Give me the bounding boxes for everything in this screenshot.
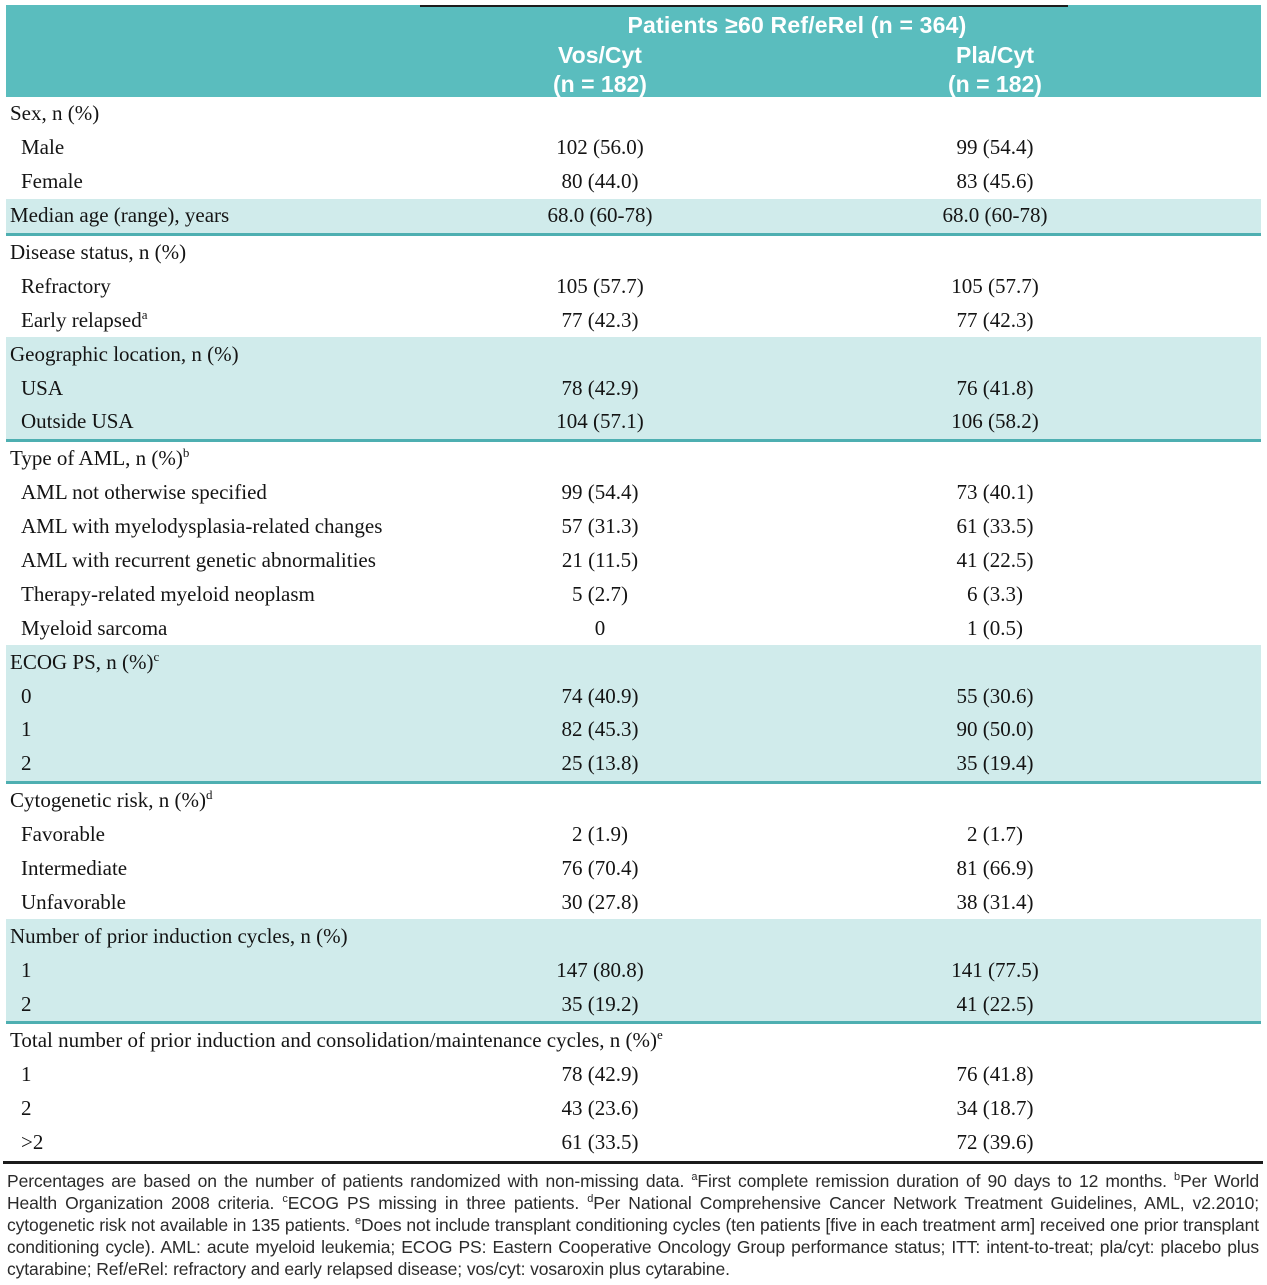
row-label: Male bbox=[21, 135, 65, 160]
footnote-marker: d bbox=[205, 787, 213, 803]
value-pla-cyt: 55 (30.6) bbox=[956, 683, 1034, 708]
value-vos-cyt: 74 (40.9) bbox=[561, 683, 639, 708]
row-label: Myeloid sarcoma bbox=[21, 615, 168, 640]
row-label: 0 bbox=[21, 683, 32, 708]
table-section-highlighted bbox=[6, 919, 1261, 1024]
row-label: >2 bbox=[21, 1130, 44, 1155]
data-row bbox=[6, 131, 1261, 165]
row-label: 2 bbox=[21, 751, 32, 776]
data-row bbox=[6, 1092, 1261, 1126]
value-pla-cyt: 72 (39.6) bbox=[956, 1130, 1034, 1155]
data-row bbox=[6, 544, 1261, 578]
row-label: ECOG PS, n (%)$^c$ bbox=[10, 648, 160, 674]
footnote-marker: a bbox=[141, 306, 148, 322]
value-vos-cyt: 35 (19.2) bbox=[561, 991, 639, 1016]
data-row bbox=[6, 371, 1261, 405]
row-label: Type of AML, n (%)$^b$ bbox=[10, 445, 190, 471]
column-header-vos-cyt-label: Vos/Cyt bbox=[558, 42, 642, 68]
footnote-marker: c bbox=[153, 648, 160, 664]
data-row bbox=[6, 987, 1261, 1021]
footnote-marker: a bbox=[691, 1170, 698, 1183]
value-vos-cyt: 82 (45.3) bbox=[561, 717, 639, 742]
footnote-separator-line bbox=[3, 1161, 1263, 1164]
data-row bbox=[6, 1058, 1261, 1092]
value-pla-cyt: 83 (45.6) bbox=[956, 169, 1034, 194]
footnote-marker: d bbox=[587, 1192, 594, 1205]
section-header-row bbox=[6, 199, 1261, 233]
row-label: Sex, n (%) bbox=[10, 101, 100, 126]
row-label: Favorable bbox=[21, 822, 105, 847]
value-pla-cyt: 68.0 (60-78) bbox=[942, 203, 1048, 228]
value-pla-cyt: 105 (57.7) bbox=[951, 273, 1039, 298]
data-row bbox=[6, 510, 1261, 544]
data-row bbox=[6, 165, 1261, 199]
data-row bbox=[6, 852, 1261, 886]
data-row bbox=[6, 577, 1261, 611]
column-header-vos-cyt-n: (n = 182) bbox=[553, 71, 647, 97]
footnote-text: ECOG PS missing in three patients. bbox=[287, 1192, 588, 1213]
value-vos-cyt: 0 bbox=[594, 615, 606, 640]
value-vos-cyt: 147 (80.8) bbox=[556, 957, 644, 982]
value-vos-cyt: 105 (57.7) bbox=[556, 273, 644, 298]
row-label: Median age (range), years bbox=[10, 203, 230, 228]
row-label: 1 bbox=[21, 717, 32, 742]
value-vos-cyt: 77 (42.3) bbox=[561, 307, 639, 332]
section-header-row bbox=[6, 1024, 1261, 1058]
data-row bbox=[6, 269, 1261, 303]
header-column-row bbox=[6, 41, 1261, 99]
value-pla-cyt: 2 (1.7) bbox=[967, 822, 1023, 847]
header-group-title: Patients ≥60 Ref/eRel (n = 364) bbox=[627, 12, 967, 38]
value-vos-cyt: 5 (2.7) bbox=[572, 581, 628, 606]
footnote-marker: e bbox=[354, 1214, 362, 1227]
section-header-row bbox=[6, 337, 1261, 371]
table-body bbox=[6, 97, 1261, 1160]
table-section-highlighted bbox=[6, 199, 1261, 236]
section-header-row bbox=[6, 645, 1261, 679]
value-pla-cyt: 41 (22.5) bbox=[956, 548, 1034, 573]
value-pla-cyt: 76 (41.8) bbox=[956, 1062, 1034, 1087]
value-vos-cyt: 104 (57.1) bbox=[556, 409, 644, 434]
column-header-pla-cyt-n: (n = 182) bbox=[948, 71, 1042, 97]
footnote-text: Per National Comprehensive Cancer Network Treatment Guidelines, AML, v2.2010; cytogenetic risk not available in 135 patients. bbox=[7, 1192, 1259, 1235]
data-row bbox=[6, 611, 1261, 645]
footnote-text: First complete remission duration of 90 days to 12 months. bbox=[697, 1170, 1175, 1191]
row-label: Intermediate bbox=[21, 856, 128, 881]
column-header-pla-cyt-label: Pla/Cyt bbox=[956, 42, 1034, 68]
value-vos-cyt: 102 (56.0) bbox=[556, 135, 644, 160]
row-label: 1 bbox=[21, 957, 32, 982]
value-pla-cyt: 6 (3.3) bbox=[967, 581, 1023, 606]
section-header-row bbox=[6, 919, 1261, 953]
table-section bbox=[6, 442, 1261, 645]
table-section bbox=[6, 784, 1261, 920]
row-label: 1 bbox=[21, 1062, 32, 1087]
section-header-row bbox=[6, 236, 1261, 270]
footnote-text: Per World Health Organization 2008 criteria. bbox=[7, 1170, 1259, 1213]
value-vos-cyt: 80 (44.0) bbox=[561, 169, 639, 194]
value-pla-cyt: 90 (50.0) bbox=[956, 717, 1034, 742]
row-label: AML with myelodysplasia-related changes bbox=[21, 514, 383, 539]
row-label: Total number of prior induction and consolidation/maintenance cycles, n (%)$^e$ bbox=[10, 1027, 663, 1053]
section-header-row bbox=[6, 784, 1261, 818]
section-header-row bbox=[6, 97, 1261, 131]
value-pla-cyt: 76 (41.8) bbox=[956, 375, 1034, 400]
row-label: Geographic location, n (%) bbox=[10, 341, 239, 366]
section-header-row bbox=[6, 442, 1261, 476]
data-row bbox=[6, 476, 1261, 510]
value-vos-cyt: 25 (13.8) bbox=[561, 751, 639, 776]
header-label-column-spacer bbox=[6, 41, 410, 99]
value-pla-cyt: 35 (19.4) bbox=[956, 751, 1034, 776]
data-row bbox=[6, 679, 1261, 713]
value-vos-cyt: 30 (27.8) bbox=[561, 889, 639, 914]
table-header-band bbox=[6, 5, 1261, 97]
row-label: 2 bbox=[21, 991, 32, 1016]
data-row bbox=[6, 818, 1261, 852]
footnote-marker: b bbox=[182, 445, 190, 461]
data-row bbox=[6, 713, 1261, 747]
footnote-marker: e bbox=[657, 1027, 663, 1043]
value-pla-cyt: 38 (31.4) bbox=[956, 889, 1034, 914]
value-vos-cyt: 68.0 (60-78) bbox=[547, 203, 653, 228]
value-vos-cyt: 57 (31.3) bbox=[561, 514, 639, 539]
data-row bbox=[6, 405, 1261, 439]
row-label: Female bbox=[21, 169, 83, 194]
value-pla-cyt: 77 (42.3) bbox=[956, 307, 1034, 332]
data-row bbox=[6, 885, 1261, 919]
row-label: Therapy-related myeloid neoplasm bbox=[21, 581, 315, 606]
data-row bbox=[6, 747, 1261, 781]
row-label: Unfavorable bbox=[21, 889, 126, 914]
value-pla-cyt: 61 (33.5) bbox=[956, 514, 1034, 539]
table-section-highlighted bbox=[6, 645, 1261, 784]
table-section bbox=[6, 236, 1261, 338]
data-row bbox=[6, 1126, 1261, 1160]
value-pla-cyt: 99 (54.4) bbox=[956, 135, 1034, 160]
row-label: 2 bbox=[21, 1096, 32, 1121]
row-label: Cytogenetic risk, n (%)$^d$ bbox=[10, 787, 213, 813]
value-pla-cyt: 106 (58.2) bbox=[951, 409, 1039, 434]
value-vos-cyt: 21 (11.5) bbox=[561, 548, 639, 573]
row-label: Early relapsed$^a$ bbox=[21, 306, 148, 332]
value-pla-cyt: 73 (40.1) bbox=[956, 480, 1034, 505]
row-label: Outside USA bbox=[21, 409, 134, 434]
value-vos-cyt: 61 (33.5) bbox=[561, 1130, 639, 1155]
value-pla-cyt: 81 (66.9) bbox=[956, 856, 1034, 881]
page-crop-artifact-line bbox=[420, 5, 1068, 7]
table-footnote bbox=[7, 1170, 1259, 1280]
value-pla-cyt: 34 (18.7) bbox=[956, 1096, 1034, 1121]
row-label: Number of prior induction cycles, n (%) bbox=[10, 923, 348, 948]
row-label: Disease status, n (%) bbox=[10, 240, 187, 264]
value-vos-cyt: 76 (70.4) bbox=[561, 856, 639, 881]
value-vos-cyt: 99 (54.4) bbox=[561, 480, 639, 505]
row-label: Refractory bbox=[21, 273, 111, 298]
data-row bbox=[6, 303, 1261, 337]
footnote-text: Does not include transplant conditioning cycles (ten patients [five in each treatment arm] received one prior transplant conditioning cycle). AML: acute myeloid leukemia; ECOG PS: Eastern Cooperative Oncology Group performance status; ITT: intent-to-treat; pla/cyt: placebo plus cytarabine; Ref/eRel: refractory and early relapsed disease; vos/cyt: vosaroxin plus cytarabine. bbox=[7, 1214, 1259, 1279]
table-section bbox=[6, 1024, 1261, 1160]
value-vos-cyt: 43 (23.6) bbox=[561, 1096, 639, 1121]
table-section bbox=[6, 97, 1261, 199]
table-section-highlighted bbox=[6, 337, 1261, 442]
column-header-pla-cyt bbox=[790, 41, 1200, 99]
footnote-text: Percentages are based on the number of patients randomized with non-missing data. bbox=[7, 1170, 692, 1191]
value-pla-cyt: 1 (0.5) bbox=[967, 615, 1023, 640]
row-label: AML not otherwise specified bbox=[21, 480, 267, 505]
value-vos-cyt: 2 (1.9) bbox=[572, 822, 628, 847]
footnote-marker: c bbox=[282, 1192, 288, 1205]
value-vos-cyt: 78 (42.9) bbox=[561, 375, 639, 400]
footnote-marker: b bbox=[1174, 1170, 1181, 1183]
value-pla-cyt: 141 (77.5) bbox=[951, 957, 1039, 982]
column-header-vos-cyt bbox=[410, 41, 790, 99]
value-pla-cyt: 41 (22.5) bbox=[956, 991, 1034, 1016]
row-label: USA bbox=[21, 375, 64, 400]
row-label: AML with recurrent genetic abnormalities bbox=[21, 548, 376, 573]
data-row bbox=[6, 953, 1261, 987]
value-vos-cyt: 78 (42.9) bbox=[561, 1062, 639, 1087]
